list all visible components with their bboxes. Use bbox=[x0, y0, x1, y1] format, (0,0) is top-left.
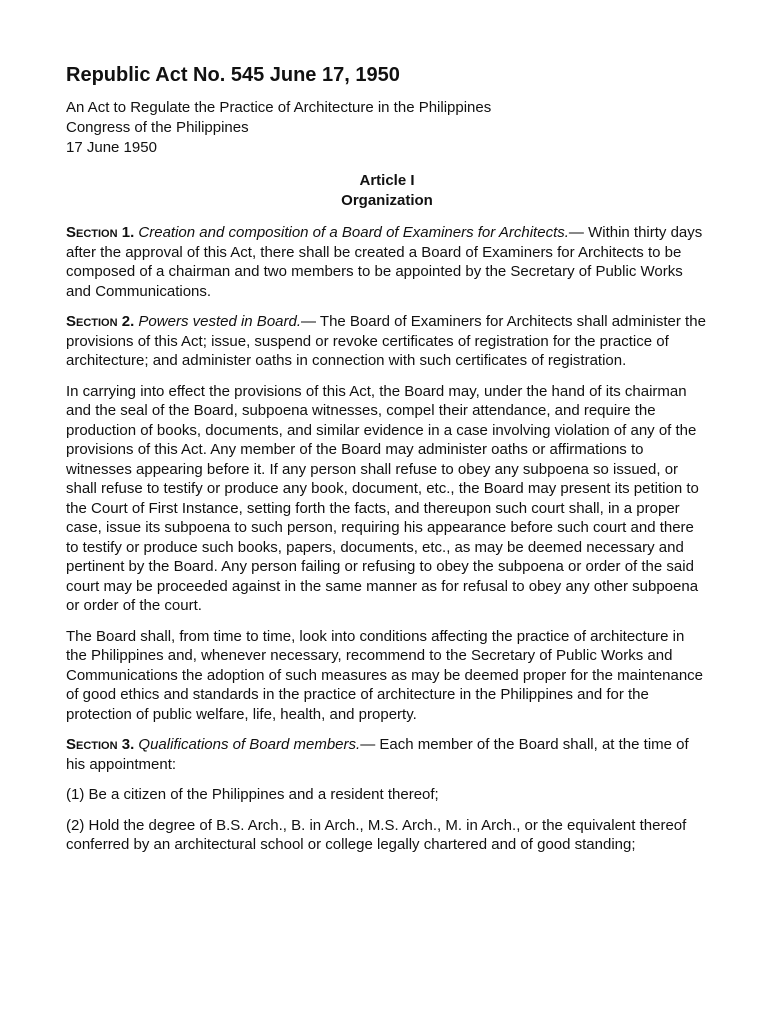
section-2-paragraph bbox=[66, 312, 708, 371]
document-meta bbox=[66, 98, 708, 158]
section-3-label: Section 3. bbox=[66, 736, 135, 753]
board-powers-paragraph: In carrying into effect the provisions of this Act, the Board may, under the hand of its chairman and the seal of the Board, subpoena witnesses, compel their attendance, and require the production of books, documents, and similar evidence in a case involving violation of any of the provisions of this Act. Any member of the Board may administer oaths or affirmations to witnesses appearing before it. If any person shall refuse to obey any subpoena so issued, or shall refuse to testify or produce any book, document, etc., the Board may present its petition to the Court of First Instance, setting forth the facts, and thereupon such court shall, in a proper case, issue its subpoena to such person, requiring his appearance before such court and there to testify or produce such books, papers, documents, etc., as may be deemed necessary and pertinent by the Board. Any person failing or refusing to obey the subpoena or order of the said court may be proceeded against in the same manner as for refusal to obey any other subpoena or order of the court. bbox=[66, 382, 699, 614]
section-2-label: Section 2. bbox=[66, 313, 135, 330]
article-heading-block bbox=[66, 171, 708, 211]
board-duties-paragraph: The Board shall, from time to time, look into conditions affecting the practice of architecture in the Philippines and, whenever necessary, recommend to the Secretary of Public Works and Communications the adoption of such measures as may be deemed proper for the maintenance of good ethics and standards in the practice of architecture in the Philippines and for the protection of public welfare, life, health, and property. bbox=[66, 627, 704, 723]
document-page bbox=[66, 62, 708, 866]
section-3-title: Qualifications of Board members. bbox=[138, 736, 361, 753]
section-1-title: Creation and composition of a Board of Examiners for Architects. bbox=[138, 224, 569, 241]
qualification-item-2: (2) Hold the degree of B.S. Arch., B. in Arch., M.S. Arch., M. in Arch., or the equivalent thereof conferred by an architectural school or college legally chartered and of good standing; bbox=[66, 816, 687, 853]
issuing-body: Congress of the Philippines bbox=[66, 119, 249, 136]
act-description: An Act to Regulate the Practice of Architecture in the Philippines bbox=[66, 99, 492, 116]
section-2-text: — The Board of Examiners for Architects shall administer the provisions of this Act; issue, suspend or revoke certificates of registration for the practice of architecture; and administer oaths in connection with such certificates of registration. bbox=[66, 313, 706, 369]
section-1-paragraph bbox=[66, 223, 708, 301]
qualification-item-1: (1) Be a citizen of the Philippines and a resident thereof; bbox=[66, 786, 439, 803]
section-1-text: — Within thirty days after the approval of this Act, there shall be created a Board of Examiners for Architects to be composed of a chairman and two members to be appointed by the Secretary of Public Works and Communications. bbox=[66, 224, 703, 300]
section-3-text: — Each member of the Board shall, at the time of his appointment: bbox=[66, 736, 689, 773]
section-2-title: Powers vested in Board. bbox=[138, 313, 302, 330]
article-name: Organization bbox=[341, 192, 433, 209]
section-1-label: Section 1. bbox=[66, 224, 135, 241]
section-3-paragraph bbox=[66, 735, 708, 774]
document-title: Republic Act No. 545 June 17, 1950 bbox=[66, 64, 400, 86]
article-number: Article I bbox=[359, 172, 415, 189]
enactment-date: 17 June 1950 bbox=[66, 139, 157, 156]
